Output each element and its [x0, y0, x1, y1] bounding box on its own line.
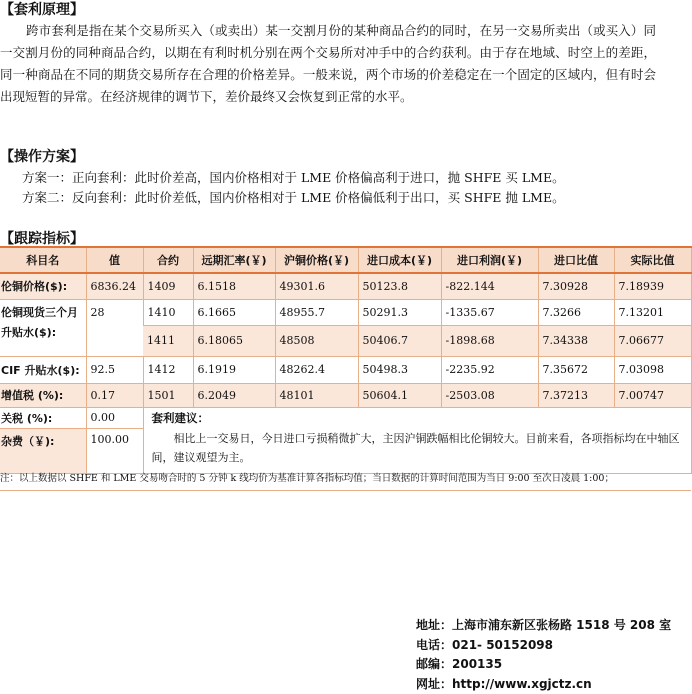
cell-forward-rate: 6.1665 — [193, 299, 275, 325]
cell-import-cost: 50123.8 — [358, 273, 441, 299]
value-misc: 100.00 — [86, 428, 143, 473]
label-cif: CIF 升贴水($): — [0, 356, 86, 383]
tracking-table — [0, 246, 692, 474]
cell-actual-ratio: 7.03098 — [614, 356, 691, 383]
header-forward-rate: 远期汇率(￥) — [193, 247, 275, 273]
table-row — [0, 356, 691, 383]
cell-import-cost: 50406.7 — [358, 325, 441, 356]
cell-contract: 1411 — [143, 325, 193, 356]
contact-block — [416, 616, 671, 694]
section-title-tracking: 【跟踪指标】 — [0, 231, 84, 247]
principle-paragraph: 跨市套利是指在某个交易所买入（或卖出）某一交割月份的某种商品合约的同时，在另一交易所卖出（或买入）同一交割月份的同种商品合约，以期在有利时机分别在两个交易所对冲手中的合约获利。由于存在地域、时空上的差距，同一种商品在不同的期货交易所存在合理的价格差异。一般来说，两个市场的价差稳定在一个固定的区域内，但有时会出现短暂的异常。在经济规律的调节下，差价最终又会恢复到正常的水平。 — [0, 23, 656, 104]
cell-import-profit: -1898.68 — [441, 325, 538, 356]
cell-import-ratio: 7.3266 — [538, 299, 614, 325]
header-actual-ratio: 实际比值 — [614, 247, 691, 273]
cell-import-profit: -2503.08 — [441, 383, 538, 407]
value-tariff: 0.00 — [86, 407, 143, 428]
cell-import-profit: -822.144 — [441, 273, 538, 299]
cell-import-profit: -2235.92 — [441, 356, 538, 383]
cell-contract: 1410 — [143, 299, 193, 325]
cell-import-cost: 50604.1 — [358, 383, 441, 407]
advice-body: 相比上一交易日，今日进口亏损稍微扩大，主因沪铜跌幅相比伦铜较大。目前来看，各项指标均在中轴区间，建议观望为主。 — [151, 431, 680, 464]
table-header-row — [0, 247, 691, 273]
cell-shfe-price: 48262.4 — [275, 356, 358, 383]
value-lme-spot: 28 — [86, 299, 143, 356]
table-row — [0, 407, 691, 428]
label-vat: 增值税 (%): — [0, 383, 86, 407]
cell-shfe-price: 48955.7 — [275, 299, 358, 325]
cell-import-ratio: 7.35672 — [538, 356, 614, 383]
cell-shfe-price: 49301.6 — [275, 273, 358, 299]
cell-actual-ratio: 7.00747 — [614, 383, 691, 407]
advice-title: 套利建议： — [151, 410, 209, 425]
cell-contract: 1409 — [143, 273, 193, 299]
label-lme-price: 伦铜价格($): — [0, 273, 86, 299]
cell-actual-ratio: 7.06677 — [614, 325, 691, 356]
label-misc: 杂费（￥): — [0, 428, 86, 473]
table-row — [0, 299, 691, 325]
cell-shfe-price: 48101 — [275, 383, 358, 407]
cell-import-ratio: 7.30928 — [538, 273, 614, 299]
section-title-principle: 【套利原理】 — [0, 2, 84, 18]
value-vat: 0.17 — [86, 383, 143, 407]
value-cif: 92.5 — [86, 356, 143, 383]
section-title-plan: 【操作方案】 — [0, 149, 84, 165]
label-lme-spot: 伦铜现货三个月升贴水($): — [0, 299, 86, 356]
cell-import-ratio: 7.34338 — [538, 325, 614, 356]
value-lme-price: 6836.24 — [86, 273, 143, 299]
plan-one: 方案一：正向套利：此时价差高，国内价格相对于 LME 价格偏高利于进口，抛 SHFE 买 LME。 — [22, 170, 565, 185]
cell-contract: 1412 — [143, 356, 193, 383]
cell-import-cost: 50291.3 — [358, 299, 441, 325]
cell-forward-rate: 6.18065 — [193, 325, 275, 356]
cell-import-ratio: 7.37213 — [538, 383, 614, 407]
table-row — [0, 273, 691, 299]
header-import-cost: 进口成本(￥) — [358, 247, 441, 273]
contact-postcode: 邮编：200135 — [416, 657, 503, 671]
cell-actual-ratio: 7.13201 — [614, 299, 691, 325]
table-row — [0, 383, 691, 407]
cell-forward-rate: 6.2049 — [193, 383, 275, 407]
header-subject: 科目名 — [0, 247, 86, 273]
header-import-ratio: 进口比值 — [538, 247, 614, 273]
cell-actual-ratio: 7.18939 — [614, 273, 691, 299]
contact-phone: 电话：021- 50152098 — [416, 637, 554, 652]
header-contract: 合约 — [143, 247, 193, 273]
cell-import-profit: -1335.67 — [441, 299, 538, 325]
plan-two: 方案二：反向套利：此时价差低，国内价格相对于 LME 价格偏低利于出口，买 SHFE 抛 LME。 — [22, 190, 565, 205]
advice-box — [143, 407, 691, 473]
contact-address: 地址：上海市浦东新区张杨路 1518 号 208 室 — [416, 618, 672, 632]
cell-shfe-price: 48508 — [275, 325, 358, 356]
cell-forward-rate: 6.1919 — [193, 356, 275, 383]
cell-contract: 1501 — [143, 383, 193, 407]
cell-forward-rate: 6.1518 — [193, 273, 275, 299]
header-value: 值 — [86, 247, 143, 273]
cell-import-cost: 50498.3 — [358, 356, 441, 383]
header-shfe-price: 沪铜价格(￥) — [275, 247, 358, 273]
table-footnote: 注：以上数据以 SHFE 和 LME 交易吻合时的 5 分钟 k 线均价为基准计算各指标均值；当日数据的计算时间范围为当日 9:00 至次日凌晨 1:00； — [0, 468, 691, 491]
contact-website[interactable]: 网址：http://www.xgjctz.cn — [416, 676, 592, 691]
label-tariff: 关税 (%): — [0, 407, 86, 428]
header-import-profit: 进口利润(￥) — [441, 247, 538, 273]
